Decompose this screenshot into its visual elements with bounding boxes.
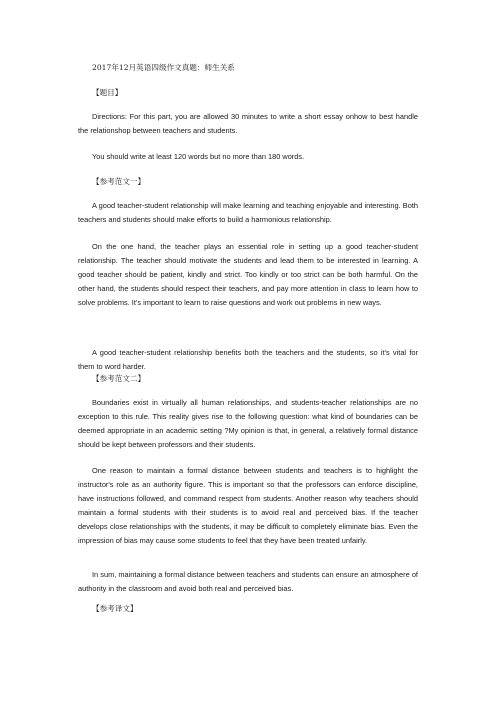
document-title: 2017年12月英语四级作文真题：师生关系 <box>92 63 235 72</box>
section-heading-translation: 【参考译文】 <box>92 604 138 613</box>
section-heading-topic: 【题目】 <box>92 88 123 97</box>
word-limit-paragraph: You should write at least 120 words but no more than 180 words. <box>92 152 305 161</box>
section-heading-sample-1: 【参考范文一】 <box>92 177 146 186</box>
sample2-paragraph-1: Boundaries exist in virtually all human relationships, and students-teacher relationships are no exception to this rule. This reality gives rise to the following question: what kind of boundaries can be deemed appropriate in an academic setting ?My opinion is that, in general, a relatively formal distance should be kept between professors and their students. <box>78 398 418 449</box>
sample1-paragraph-3: A good teacher-student relationship benefits both the teachers and the students, so it's vital for them to word harder. <box>78 348 418 371</box>
directions-paragraph: Directions: For this part, you are allowed 30 minutes to write a short essay onhow to best handle the relationshop between teachers and students. <box>78 112 418 135</box>
sample2-paragraph-3: In sum, maintaining a formal distance between teachers and students can ensure an atmosphere of authority in the classroom and avoid both real and perceived bias. <box>78 570 418 593</box>
sample1-paragraph-1: A good teacher-student relationship will make learning and teaching enjoyable and interesting. Both teachers and students should make efforts to build a harmonious relationship. <box>78 201 418 224</box>
sample1-paragraph-2: On the one hand, the teacher plays an essential role in setting up a good teacher-student relationship. The teacher should motivate the students and lead them to be interested in learning. A good teacher should be patient, kindly and strict. Too kindly or too strict can be both harmful. On the other hand, the students should respect their teachers, and pay more attention in class to learn how to solve problems. It's important to learn to raise questions and work out problems in new ways. <box>78 242 418 307</box>
sample2-paragraph-2: One reason to maintain a formal distance between students and teachers is to highlight the instructor's role as an authority figure. This is important so that the professors can enforce discipline, have instructions followed, and command respect from students. Another reason why teachers should maintain a formal students with their students is to avoid real and perceived bias. If the teacher develops close relationships with the students, it may be difficult to completely eliminate bias. Even the impression of bias may cause some students to feel that they have been treated unfairly. <box>78 466 418 545</box>
section-heading-sample-2: 【参考范文二】 <box>92 374 146 383</box>
